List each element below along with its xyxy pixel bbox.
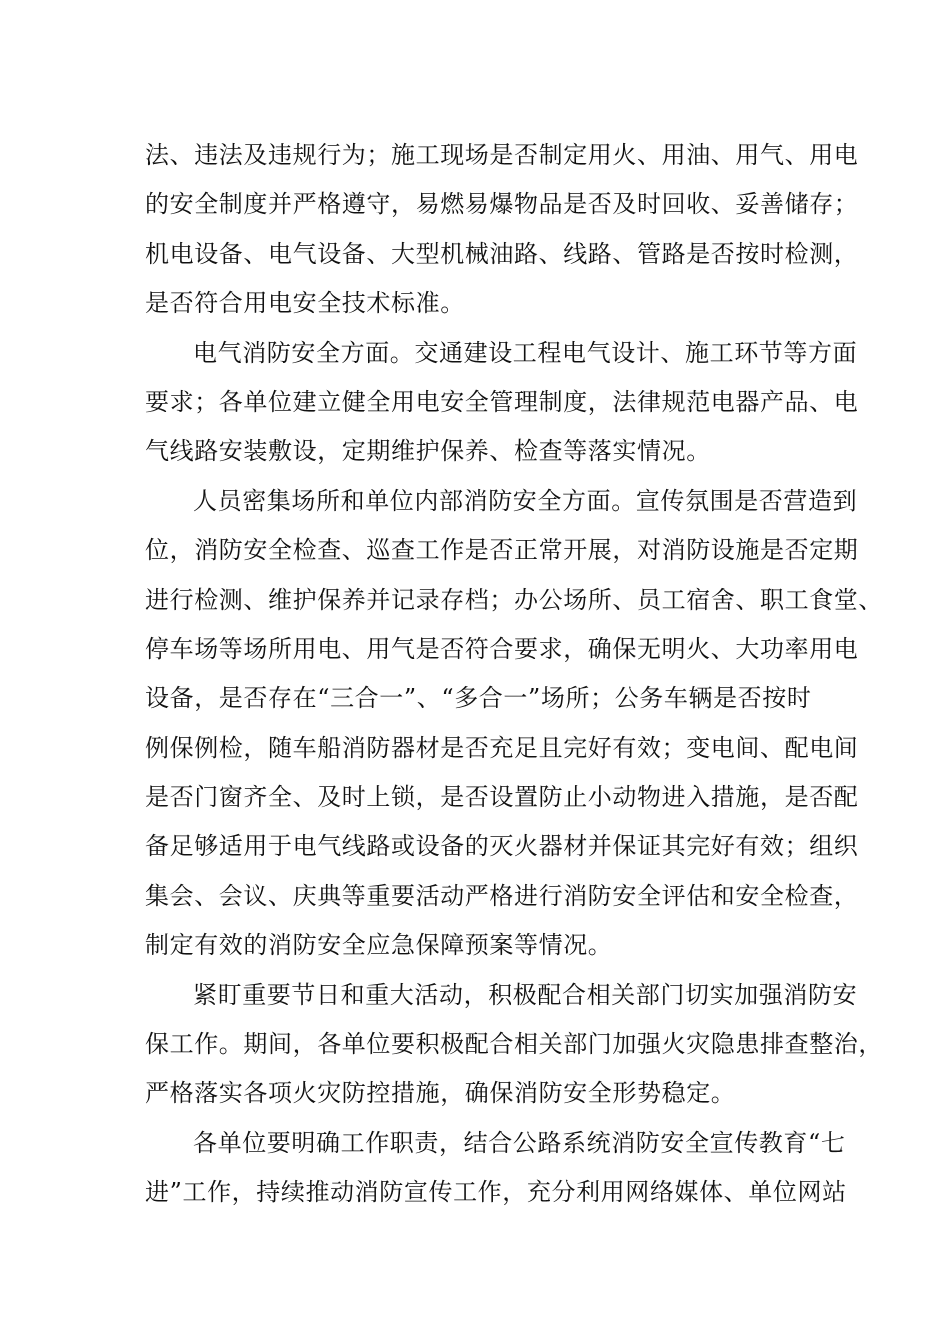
text-line: 保工作。期间，各单位要积极配合相关部门加强火灾隐患排查整治， <box>145 1030 883 1059</box>
paragraph-first-line: 紧盯重要节日和重大活动，积极配合相关部门切实加强消防安 <box>193 980 858 1009</box>
text-line: 严格落实各项火灾防控措施，确保消防安全形势稳定。 <box>145 1079 736 1108</box>
text-line: 气线路安装敷设，定期维护保养、检查等落实情况。 <box>145 437 711 466</box>
text-line: 例保例检，随车船消防器材是否充足且完好有效；变电间、配电间 <box>145 733 859 762</box>
paragraph-first-line: 电气消防安全方面。交通建设工程电气设计、施工环节等方面 <box>193 338 858 367</box>
text-line: 法、违法及违规行为；施工现场是否制定用火、用油、用气、用电 <box>145 141 859 169</box>
text-line: 位，消防安全检查、巡查工作是否正常开展，对消防设施是否定期 <box>145 536 859 565</box>
text-line: 要求；各单位建立健全用电安全管理制度，法律规范电器产品、电 <box>145 387 859 416</box>
paragraph-first-line: 人员密集场所和单位内部消防安全方面。宣传氛围是否营造到 <box>193 486 858 515</box>
text-line: 备足够适用于电气线路或设备的灭火器材并保证其完好有效；组织 <box>145 832 859 861</box>
text-line: 制定有效的消防安全应急保障预案等情况。 <box>145 931 613 960</box>
paragraph-first-line: 各单位要明确工作职责，结合公路系统消防安全宣传教育“七 <box>193 1128 846 1157</box>
text-line: 是否门窗齐全、及时上锁，是否设置防止小动物进入措施，是否配 <box>145 783 859 812</box>
text-line: 的安全制度并严格遵守，易燃易爆物品是否及时回收、妥善储存； <box>145 190 859 219</box>
text-line: 进”工作，持续推动消防宣传工作，充分利用网络媒体、单位网站 <box>145 1178 847 1207</box>
body-text <box>145 131 883 1218</box>
text-line: 设备，是否存在“三合一”、“多合一”场所；公务车辆是否按时 <box>145 684 812 713</box>
text-line: 停车场等场所用电、用气是否符合要求，确保无明火、大功率用电 <box>145 634 859 663</box>
text-line: 进行检测、维护保养并记录存档；办公场所、员工宿舍、职工食堂、 <box>145 585 883 614</box>
text-line: 机电设备、电气设备、大型机械油路、线路、管路是否按时检测， <box>145 239 859 268</box>
text-line: 集会、会议、庆典等重要活动严格进行消防安全评估和安全检查， <box>145 881 859 910</box>
text-line: 是否符合用电安全技术标准。 <box>145 289 465 318</box>
